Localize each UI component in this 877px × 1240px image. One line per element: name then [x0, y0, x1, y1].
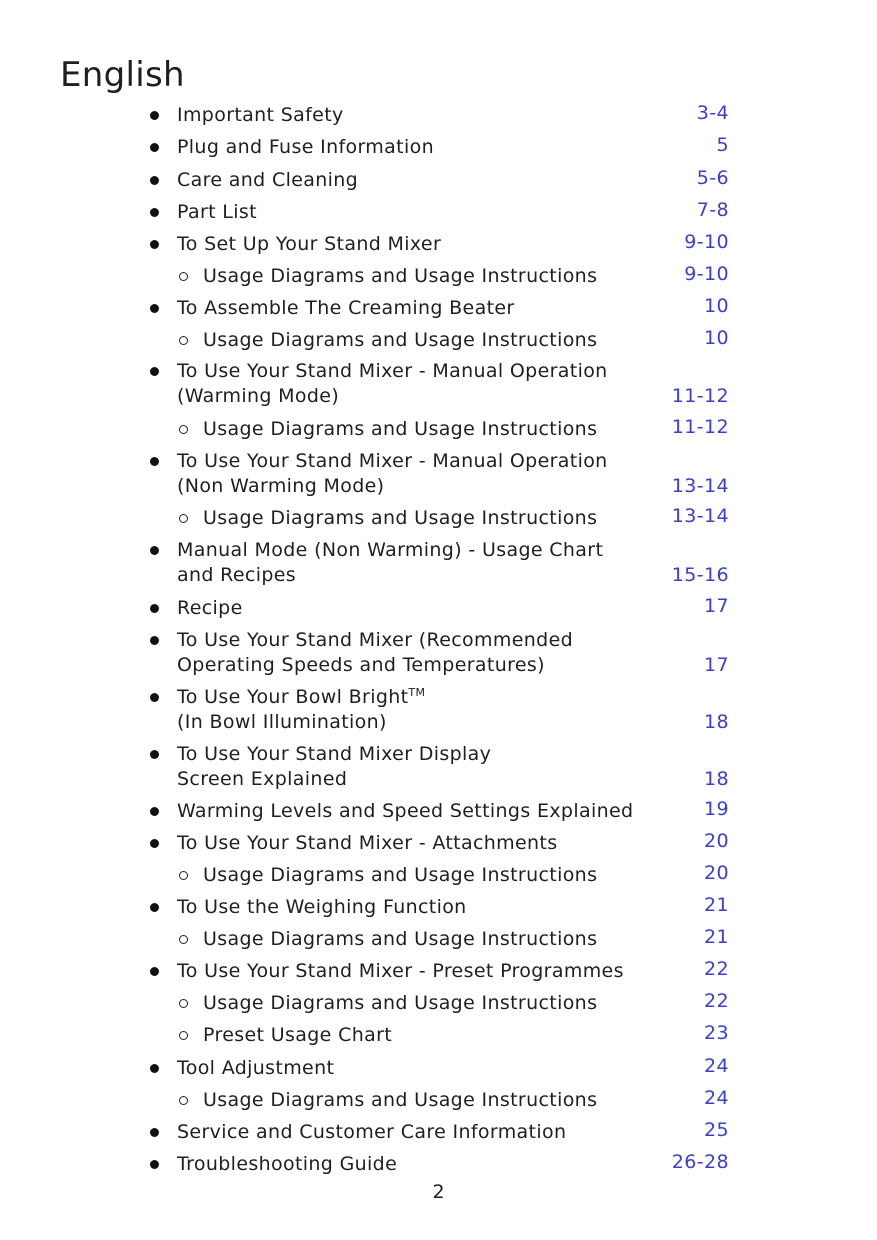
toc-entry-label: Troubleshooting Guide — [177, 1153, 398, 1175]
circle-bullet-icon — [179, 425, 188, 434]
bullet-icon — [150, 903, 159, 912]
toc-page-number[interactable]: 21 — [704, 894, 729, 916]
bullet-icon — [150, 636, 159, 645]
toc-entry-label: Usage Diagrams and Usage Instructions — [203, 265, 598, 287]
toc-page-number[interactable]: 18 — [704, 768, 729, 790]
circle-bullet-icon — [179, 272, 188, 281]
toc-entry-label: To Set Up Your Stand Mixer — [177, 233, 442, 255]
bullet-icon — [150, 1064, 159, 1073]
toc-entry-label: To Use the Weighing Function — [177, 896, 467, 918]
toc-page-number[interactable]: 20 — [704, 830, 729, 852]
toc-entry-label: (Non Warming Mode) — [177, 475, 385, 497]
circle-bullet-icon — [179, 1096, 188, 1105]
toc-page-number[interactable]: 5 — [716, 134, 729, 156]
bullet-icon — [150, 807, 159, 816]
toc-page-number[interactable]: 22 — [704, 958, 729, 980]
bullet-icon — [150, 750, 159, 759]
trademark-superscript: TM — [408, 686, 426, 699]
toc-page-number[interactable]: 23 — [704, 1022, 729, 1044]
toc-entry-label: Preset Usage Chart — [203, 1024, 393, 1046]
toc-entry-label: Part List — [177, 201, 257, 223]
circle-bullet-icon — [179, 871, 188, 880]
toc-page-number[interactable]: 17 — [704, 654, 729, 676]
circle-bullet-icon — [179, 999, 188, 1008]
circle-bullet-icon — [179, 935, 188, 944]
page-title: English — [60, 55, 185, 95]
toc-page-number[interactable]: 7-8 — [696, 199, 729, 221]
toc-entry-label: Plug and Fuse Information — [177, 136, 434, 158]
toc-entry-label: (Warming Mode) — [177, 385, 340, 407]
bullet-icon — [150, 1128, 159, 1137]
toc-page-number[interactable]: 25 — [704, 1119, 729, 1141]
toc-entry-label: To Use Your Stand Mixer - Manual Operation — [177, 360, 608, 382]
toc-page-number[interactable]: 5-6 — [696, 167, 729, 189]
toc-entry-label: Warming Levels and Speed Settings Explained — [177, 800, 634, 822]
toc-entry-label: Tool Adjustment — [177, 1057, 335, 1079]
circle-bullet-icon — [179, 336, 188, 345]
toc-page-number[interactable]: 13-14 — [671, 475, 729, 497]
toc-entry-label: and Recipes — [177, 564, 297, 586]
toc-page-number[interactable]: 9-10 — [684, 231, 729, 253]
toc-entry-label: To Use Your Bowl Bright™ — [177, 686, 426, 708]
toc-entry-label: Usage Diagrams and Usage Instructions — [203, 992, 598, 1014]
bullet-icon — [150, 208, 159, 217]
bullet-icon — [150, 546, 159, 555]
toc-entry-label: Usage Diagrams and Usage Instructions — [203, 507, 598, 529]
toc-page-number[interactable]: 3-4 — [696, 102, 729, 124]
toc-page-number[interactable]: 24 — [704, 1087, 729, 1109]
toc-entry-label: To Use Your Stand Mixer Display — [177, 743, 492, 765]
toc-entry-label: Recipe — [177, 597, 243, 619]
bullet-icon — [150, 967, 159, 976]
toc-entry-label: Usage Diagrams and Usage Instructions — [203, 928, 598, 950]
toc-entry-label: Usage Diagrams and Usage Instructions — [203, 1089, 598, 1111]
bullet-icon — [150, 240, 159, 249]
toc-page-number[interactable]: 24 — [704, 1055, 729, 1077]
toc-page-number[interactable]: 9-10 — [684, 263, 729, 285]
bullet-icon — [150, 839, 159, 848]
toc-page-number[interactable]: 11-12 — [671, 385, 729, 407]
toc-entry-label: Usage Diagrams and Usage Instructions — [203, 864, 598, 886]
bullet-icon — [150, 111, 159, 120]
toc-entry-label: Usage Diagrams and Usage Instructions — [203, 418, 598, 440]
toc-page-number[interactable]: 17 — [704, 595, 729, 617]
toc-entry-label: Service and Customer Care Information — [177, 1121, 567, 1143]
bullet-icon — [150, 176, 159, 185]
bullet-icon — [150, 457, 159, 466]
toc-page-number[interactable]: 26-28 — [671, 1151, 729, 1173]
toc-page-number[interactable]: 19 — [704, 798, 729, 820]
toc-page-number[interactable]: 22 — [704, 990, 729, 1012]
toc-page-number[interactable]: 18 — [704, 711, 729, 733]
toc-entry-label: Care and Cleaning — [177, 169, 359, 191]
toc-entry-label: Usage Diagrams and Usage Instructions — [203, 329, 598, 351]
toc-page-number[interactable]: 11-12 — [671, 416, 729, 438]
bullet-icon — [150, 604, 159, 613]
toc-entry-label: To Use Your Stand Mixer - Manual Operation — [177, 450, 608, 472]
toc-entry-label: To Assemble The Creaming Beater — [177, 297, 515, 319]
toc-entry-label: To Use Your Stand Mixer - Attachments — [177, 832, 558, 854]
bullet-icon — [150, 693, 159, 702]
bullet-icon — [150, 304, 159, 313]
toc-entry-label: To Use Your Stand Mixer (Recommended — [177, 629, 574, 651]
toc-entry-label: Important Safety — [177, 104, 344, 126]
toc-entry-label: Screen Explained — [177, 768, 348, 790]
toc-entry-label: (In Bowl Illumination) — [177, 711, 387, 733]
circle-bullet-icon — [179, 1031, 188, 1040]
toc-page-number[interactable]: 10 — [704, 295, 729, 317]
page-number: 2 — [432, 1181, 445, 1203]
bullet-icon — [150, 143, 159, 152]
toc-page-number[interactable]: 15-16 — [671, 564, 729, 586]
toc-entry-label: Operating Speeds and Temperatures) — [177, 654, 545, 676]
bullet-icon — [150, 367, 159, 376]
circle-bullet-icon — [179, 514, 188, 523]
toc-page-number[interactable]: 21 — [704, 926, 729, 948]
toc-entry-label: Manual Mode (Non Warming) - Usage Chart — [177, 539, 604, 561]
toc-page-number[interactable]: 13-14 — [671, 505, 729, 527]
toc-page-number[interactable]: 10 — [704, 327, 729, 349]
bullet-icon — [150, 1160, 159, 1169]
toc-entry-label: To Use Your Stand Mixer - Preset Programmes — [177, 960, 624, 982]
toc-page-number[interactable]: 20 — [704, 862, 729, 884]
